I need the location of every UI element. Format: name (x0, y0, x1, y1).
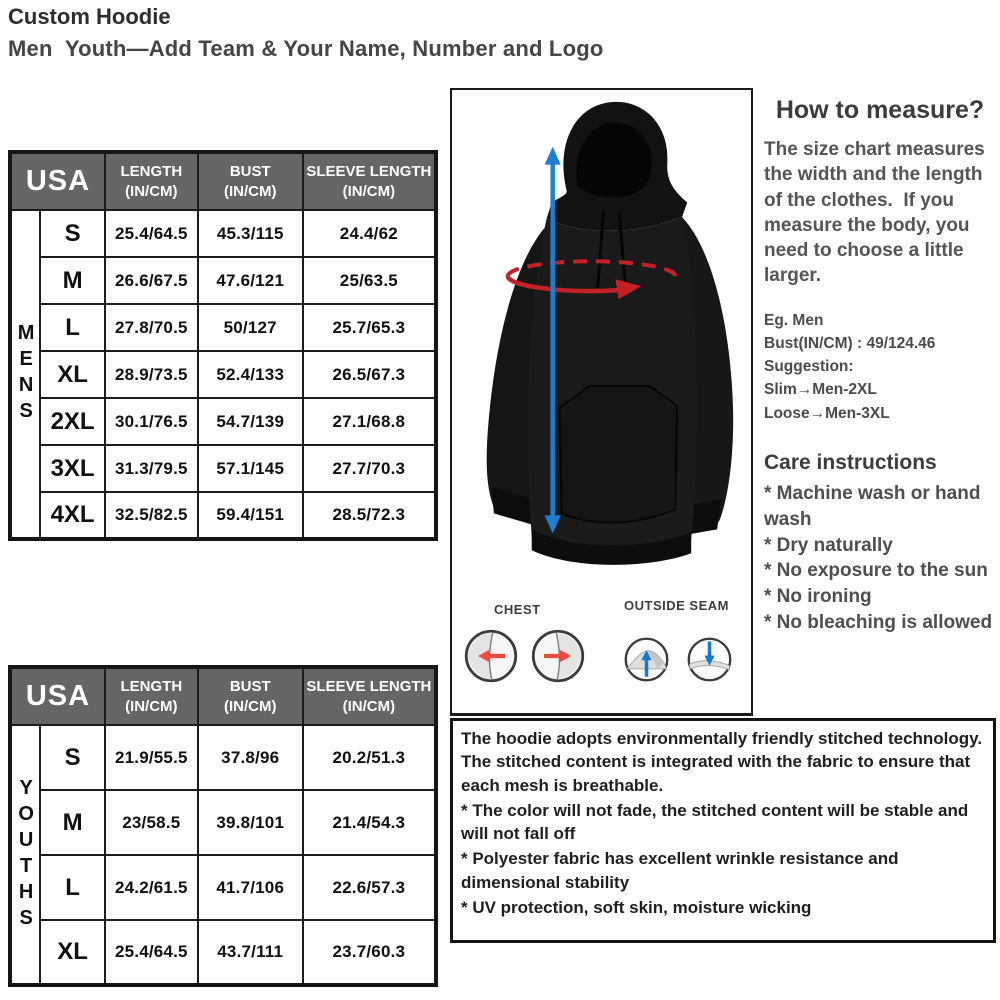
care-item: * No exposure to the sun (764, 560, 988, 582)
outside-seam-up-icon (623, 636, 670, 683)
size-cell: 4XL (40, 492, 105, 539)
bust-cell: 54.7/139 (198, 398, 303, 445)
length-cell: 28.9/73.5 (105, 351, 198, 398)
table-row (10, 257, 436, 304)
page-subtitle: Men Youth—Add Team & Your Name, Number and Logo (8, 36, 604, 61)
sleeve-cell: 20.2/51.3 (303, 725, 436, 790)
length-cell: 25.4/64.5 (105, 920, 198, 985)
length-unit-label: (IN/CM) (125, 182, 178, 200)
table-row (10, 445, 436, 492)
bust-cell: 37.8/96 (198, 725, 303, 790)
sleeve-cell: 22.6/57.3 (303, 855, 436, 920)
table-row (10, 304, 436, 351)
mens-side-label: MENS (10, 210, 40, 539)
care-item: * No ironing (764, 586, 872, 608)
bust-header-label: BUST (229, 163, 271, 180)
sleeve-header-label: SLEEVE LENGTH (306, 163, 432, 180)
care-item: * Machine wash or hand wash (764, 482, 981, 530)
length-cell: 30.1/76.5 (105, 398, 198, 445)
sleeve-cell: 28.5/72.3 (303, 492, 436, 539)
table-row (10, 855, 436, 920)
outside-seam-label: OUTSIDE SEAM (624, 598, 729, 613)
length-header-label: LENGTH (120, 163, 183, 180)
length-header (105, 667, 198, 725)
outside-seam-down-icon (686, 636, 733, 683)
usa-header: USA (10, 152, 105, 210)
sleeve-header (303, 152, 436, 210)
sleeve-cell: 24.4/62 (303, 210, 436, 257)
size-example-block (764, 309, 996, 425)
length-cell: 32.5/82.5 (105, 492, 198, 539)
fabric-info-line: * Polyester fabric has excellent wrinkle resistance and dimensional stability (461, 849, 899, 892)
page-title: Custom Hoodie (8, 4, 171, 29)
sleeve-cell: 26.5/67.3 (303, 351, 436, 398)
table-row (10, 790, 436, 855)
sleeve-cell: 27.7/70.3 (303, 445, 436, 492)
bust-cell: 50/127 (198, 304, 303, 351)
length-header-label: LENGTH (120, 678, 183, 695)
bust-cell: 47.6/121 (198, 257, 303, 304)
sleeve-cell: 27.1/68.8 (303, 398, 436, 445)
table-header-row (10, 667, 436, 725)
mens-size-table (8, 150, 438, 541)
length-cell: 25.4/64.5 (105, 210, 198, 257)
sleeve-header (303, 667, 436, 725)
sleeve-header-label: SLEEVE LENGTH (306, 678, 432, 695)
care-instructions-heading: Care instructions (764, 450, 937, 474)
hoodie-illustration (452, 90, 751, 590)
example-line: Loose→Men-3XL (764, 404, 890, 422)
size-cell: 2XL (40, 398, 105, 445)
bust-cell: 39.8/101 (198, 790, 303, 855)
table-row (10, 920, 436, 985)
length-cell: 26.6/67.5 (105, 257, 198, 304)
size-cell: S (40, 210, 105, 257)
example-line: Suggestion: (764, 358, 854, 376)
sleeve-cell: 23.7/60.3 (303, 920, 436, 985)
how-to-measure-section (764, 96, 996, 636)
bust-unit-label: (IN/CM) (223, 182, 277, 200)
bust-unit-label: (IN/CM) (223, 697, 277, 715)
chest-width-left-icon (463, 628, 519, 684)
size-cell: M (40, 790, 105, 855)
chest-width-right-icon (530, 628, 586, 684)
how-to-measure-heading: How to measure? (775, 96, 985, 124)
table-row (10, 351, 436, 398)
table-row (10, 492, 436, 539)
bust-cell: 43.7/111 (198, 920, 303, 985)
bust-cell: 57.1/145 (198, 445, 303, 492)
size-cell: XL (40, 920, 105, 985)
bust-cell: 59.4/151 (198, 492, 303, 539)
sleeve-unit-label: (IN/CM) (342, 697, 396, 715)
youths-size-table (8, 665, 438, 987)
size-cell: M (40, 257, 105, 304)
size-cell: 3XL (40, 445, 105, 492)
size-cell: XL (40, 351, 105, 398)
size-cell: S (40, 725, 105, 790)
hoodie-diagram-panel (450, 88, 753, 716)
table-row (10, 210, 436, 257)
chest-label: CHEST (494, 602, 541, 617)
care-instructions-list (764, 481, 996, 636)
bust-header (198, 667, 303, 725)
fabric-info-line: * The color will not fade, the stitched content will be stable and will not fall off (461, 800, 969, 844)
sleeve-unit-label: (IN/CM) (342, 182, 396, 200)
size-cell: L (40, 855, 105, 920)
length-cell: 21.9/55.5 (105, 725, 198, 790)
sleeve-cell: 21.4/54.3 (303, 790, 436, 855)
care-item: * No bleaching is allowed (764, 611, 993, 633)
length-cell: 24.2/61.5 (105, 855, 198, 920)
youths-side-label: YOUTHS (10, 725, 40, 985)
table-row (10, 398, 436, 445)
bust-header (198, 152, 303, 210)
fabric-info-panel (450, 718, 996, 943)
bust-cell: 52.4/133 (198, 351, 303, 398)
bust-header-label: BUST (229, 678, 271, 695)
example-line: Bust(IN/CM) : 49/124.46 (764, 334, 936, 352)
length-cell: 31.3/79.5 (105, 445, 198, 492)
bust-cell: 45.3/115 (198, 210, 303, 257)
care-item: * Dry naturally (764, 534, 893, 556)
example-line: Slim→Men-2XL (764, 381, 877, 399)
example-line: Eg. Men (764, 311, 824, 329)
how-to-measure-body: The size chart measures the width and the length of the clothes. If you measure the body, you need to choose a little larger. (764, 139, 990, 287)
size-cell: L (40, 304, 105, 351)
usa-header: USA (10, 667, 105, 725)
length-cell: 27.8/70.5 (105, 304, 198, 351)
length-header (105, 152, 198, 210)
fabric-info-line: The hoodie adopts environmentally friendly stitched technology. The stitched content is integrated with the fabric to ensure that each mesh is breathable. (461, 729, 983, 795)
table-row (10, 725, 436, 790)
table-header-row (10, 152, 436, 210)
fabric-info-line: * UV protection, soft skin, moisture wicking (461, 897, 812, 917)
length-cell: 23/58.5 (105, 790, 198, 855)
sleeve-cell: 25.7/65.3 (303, 304, 436, 351)
length-unit-label: (IN/CM) (125, 697, 178, 715)
bust-cell: 41.7/106 (198, 855, 303, 920)
sleeve-cell: 25/63.5 (303, 257, 436, 304)
